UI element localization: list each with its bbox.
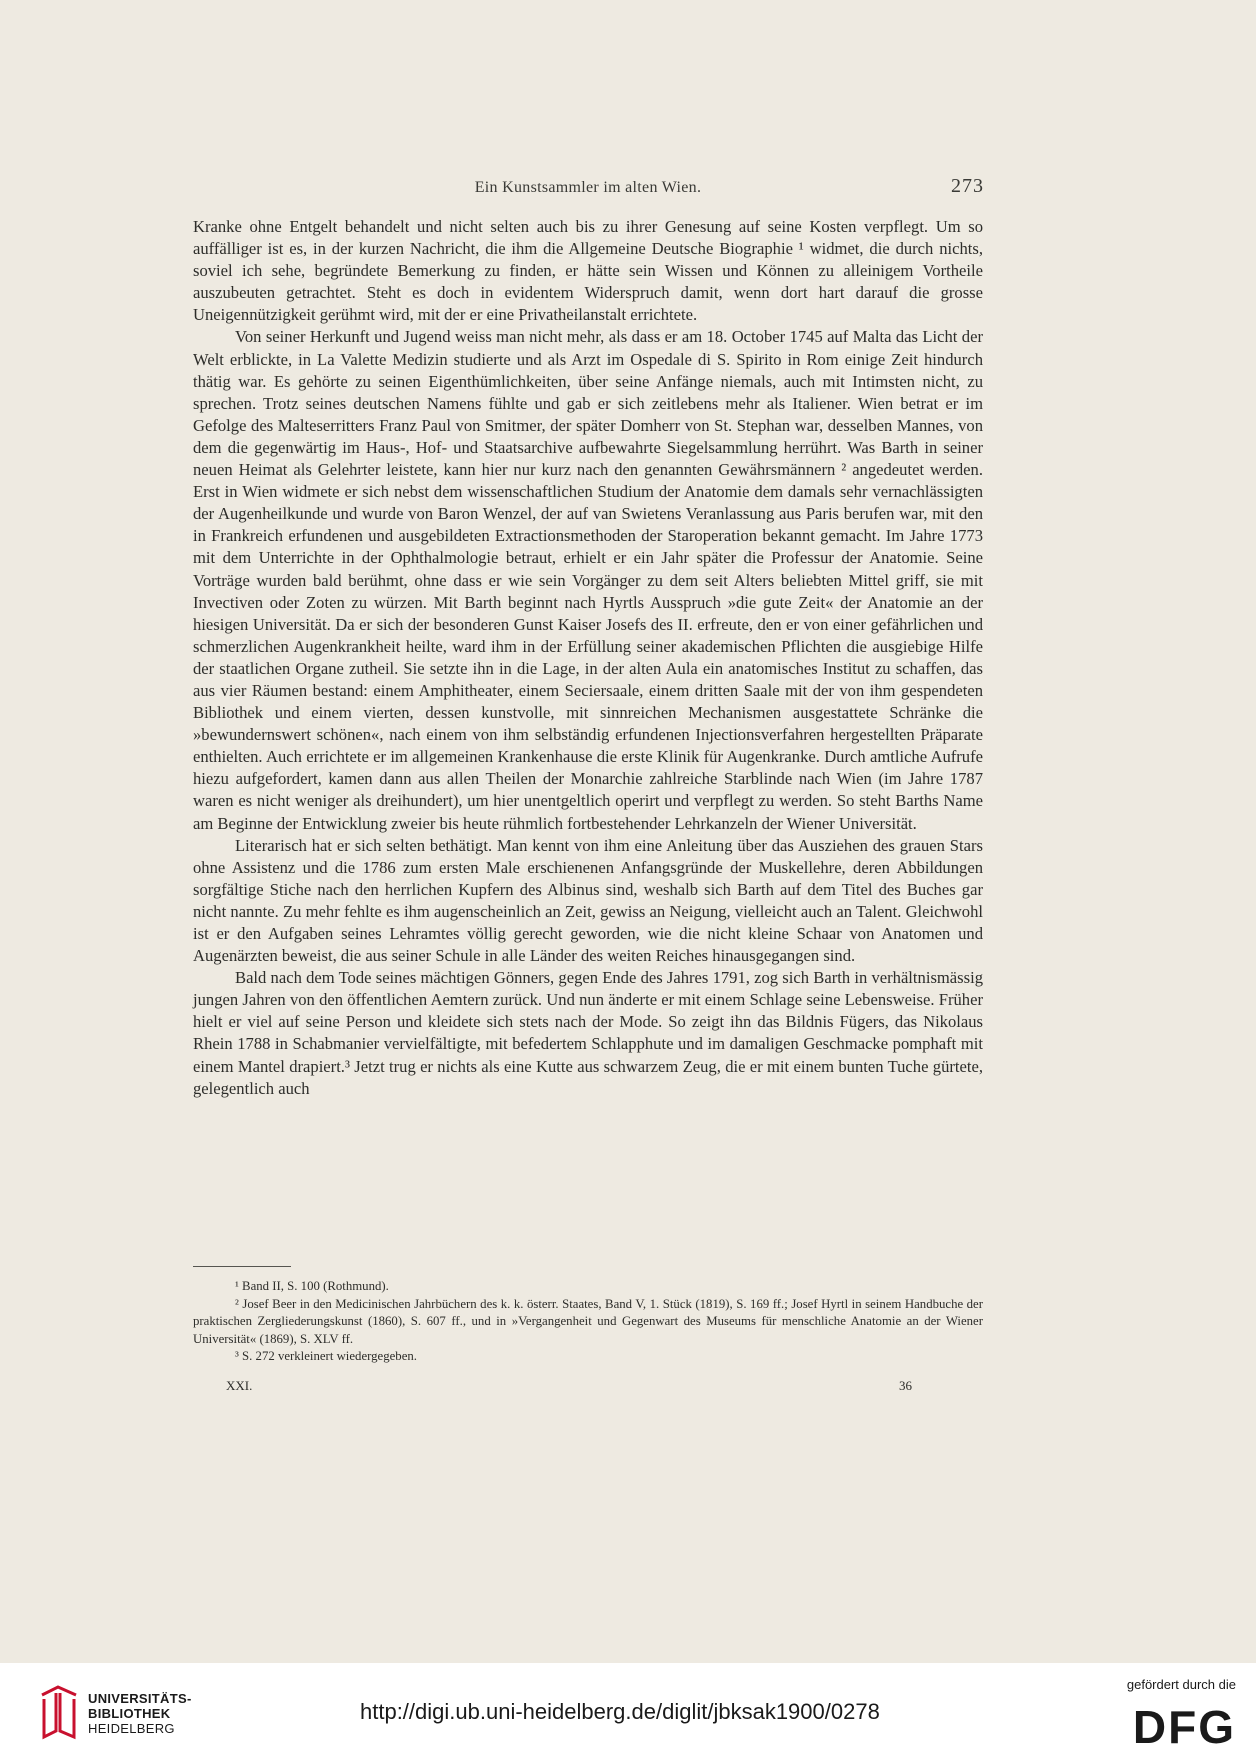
body-text — [193, 216, 983, 1100]
running-head — [192, 175, 984, 203]
running-title: Ein Kunstsammler im alten Wien. — [474, 179, 702, 196]
library-name-line: BIBLIOTHEK — [88, 1706, 171, 1721]
footnote-divider — [193, 1266, 291, 1267]
paragraph: Von seiner Herkunft und Jugend weiss man nicht mehr, als dass er am 18. October 1745 auf Malta das Licht der Welt erblickte, in La Valette Medizin studierte und als Arzt im Ospedale di S. Spirito in Rom einige Zeit hindurch thätig war. Es gehörte zu seinen Eigenthümlichkeiten, über seine Anfänge niemals, auch mit Intimsten nicht, zu sprechen. Trotz seines deutschen Namens fühlte und gab er sich zeitlebens mehr als Italiener. Wien betrat er im Gefolge des Malteserritters Franz Paul von Smitmer, der später Domherr von St. Stephan war, desselben Mannes, von dem die gegenwärtig im Haus-, Hof- und Staatsarchive aufbewahrte Siegelsammlung herrührt. Was Barth in seiner neuen Heimat als Gelehrter leistete, kann hier nur kurz nach den genannten Gewährsmännern ² angedeutet werden. Erst in Wien widmete er sich nebst dem wissenschaftlichen Studium der Anatomie dem damals sehr vernachlässigten der Augenheilkunde und wurde von Baron Wenzel, der auf van Swietens Veranlassung aus Paris berufen war, mit den in Frankreich erfundenen und ausgebildeten Extractionsmethoden der Staroperation bekannt gemacht. Im Jahre 1773 mit dem Unterrichte in der Ophthalmologie betraut, erhielt er ein Jahr später die Professur der Anatomie. Seine Vorträge wurden bald berühmt, ohne dass er wie sein Vorgänger zu dem seit Alters beliebten Mittel griff, sie mit Invectiven oder Zoten zu würzen. Mit Barth beginnt nach Hyrtls Ausspruch »die gute Zeit« der Anatomie an der hiesigen Universität. Da er sich der besonderen Gunst Kaiser Josefs des II. erfreute, den er von einer gefährlichen und schmerzlichen Augenkrankheit heilte, ward ihm in der Erfüllung seiner akademischen Pflichten die ausgiebige Hilfe der staatlichen Organe zutheil. Sie setzte ihn in die Lage, in der alten Aula ein anatomisches Institut zu schaffen, das aus vier Räumen bestand: einem Amphitheater, einem Seciersaale, einem dritten Saale mit der von ihm gespendeten Bibliothek und einem vierten, dessen kunstvolle, mit sinnreichen Mechanismen ausgestattete Schränke die »bewundernswert schönen«, nach einem von ihm selbständig erfundenen Injectionsverfahren hergestellten Präparate enthielten. Auch errichtete er im allgemeinen Krankenhause die erste Klinik für Augenkranke. Durch amtliche Aufrufe hiezu aufgefordert, kamen dann aus allen Theilen der Monarchie zahlreiche Starblinde nach Wien (im Jahre 1787 waren es nicht weniger als dreihundert), um hier unentgeltlich operirt und verpflegt zu werden. So steht Barths Name am Beginne der Entwicklung zweier bis heute rühmlich fortbestehender Lehrkanzeln der Wiener Universität. — [193, 327, 983, 833]
volume-signature: XXI. — [226, 1378, 253, 1393]
paragraph: Literarisch hat er sich selten bethätigt. Man kennt von ihm eine Anleitung über das Ausziehen des grauen Stars ohne Assistenz und die 1786 zum ersten Male erschienenen Anfangsgründe der Muskellehre, deren Abbildungen sorgfältige Stiche nach den herrlichen Kupfern des Albinus sind, weshalb sich Barth auf dem Titel des Buches gar nicht nannte. Zu mehr fehlte es ihm augenscheinlich an Zeit, gewiss an Neigung, vielleicht auch an Talent. Gleichwohl ist er den Aufgaben seines Lehramtes völlig gerecht geworden, wie die nicht kleine Schaar von Anatomen und Augenärzten beweist, die aus seiner Schule in alle Länder des weiten Reiches hinausgegangen sind. — [193, 835, 983, 966]
footnote: ² Josef Beer in den Medicinischen Jahrbüchern des k. k. österr. Staates, Band V, 1. Stück (1819), S. 169 ff.; Josef Hyrtl in seinem Handbuche der praktischen Zergliederungskunst (1860), S. 607 ff., und in »Vergangenheit und Gegenwart des Museums für menschliche Anatomie an der Wiener Universität« (1869), S. XLV ff. — [193, 1296, 983, 1346]
footnote: ¹ Band II, S. 100 (Rothmund). — [235, 1279, 389, 1293]
library-name-line: UNIVERSITÄTS- — [88, 1691, 192, 1706]
page-number: 273 — [951, 175, 984, 197]
footnotes — [193, 1278, 983, 1366]
ub-heidelberg-logo-icon[interactable] — [36, 1685, 82, 1741]
library-name-line: HEIDELBERG — [88, 1721, 175, 1736]
permalink-url[interactable]: http://digi.ub.uni-heidelberg.de/diglit/jbksak1900/0278 — [360, 1699, 880, 1724]
paragraph: Kranke ohne Entgelt behandelt und nicht selten auch bis zu ihrer Genesung auf seine Kosten verpflegt. Um so auffälliger ist es, in der kurzen Nachricht, die ihm die Allgemeine Deutsche Biographie ¹ widmet, die durch nichts, soviel ich sehe, begründete Bemerkung zu finden, er hätte sein Wissen und Können zu alleinigem Vortheile auszubeuten getrachtet. Steht es doch in evidentem Widerspruch damit, wenn dort hart darauf die grosse Uneigennützigkeit gerühmt wird, mit der er eine Privatheilanstalt errichtete. — [193, 217, 983, 325]
funding-note: gefördert durch die — [1126, 1677, 1236, 1692]
library-name[interactable] — [88, 1691, 192, 1736]
footnote: ³ S. 272 verkleinert wiedergegeben. — [235, 1349, 417, 1363]
paragraph: Bald nach dem Tode seines mächtigen Gönners, gegen Ende des Jahres 1791, zog sich Barth in verhältnismässig jungen Jahren von den öffentlichen Aemtern zurück. Und nun änderte er mit einem Schlage seine Lebensweise. Früher hielt er viel auf seine Person und kleidete sich stets nach der Mode. So zeigt ihn das Bildnis Fügers, das Nikolaus Rhein 1788 in Schabmanier vervielfältigte, mit befedertem Schlapphute und im damaligen Geschmacke pomphaft mit einem Mantel drapiert.³ Jetzt trug er nichts als eine Kutte aus schwarzem Zeug, die er mit einem bunten Tuche gürtete, gelegentlich auch — [193, 968, 983, 1098]
sheet-signature: 36 — [899, 1378, 912, 1393]
footer-bar — [0, 1663, 1256, 1761]
dfg-logo-icon[interactable]: DFG — [1132, 1701, 1236, 1753]
